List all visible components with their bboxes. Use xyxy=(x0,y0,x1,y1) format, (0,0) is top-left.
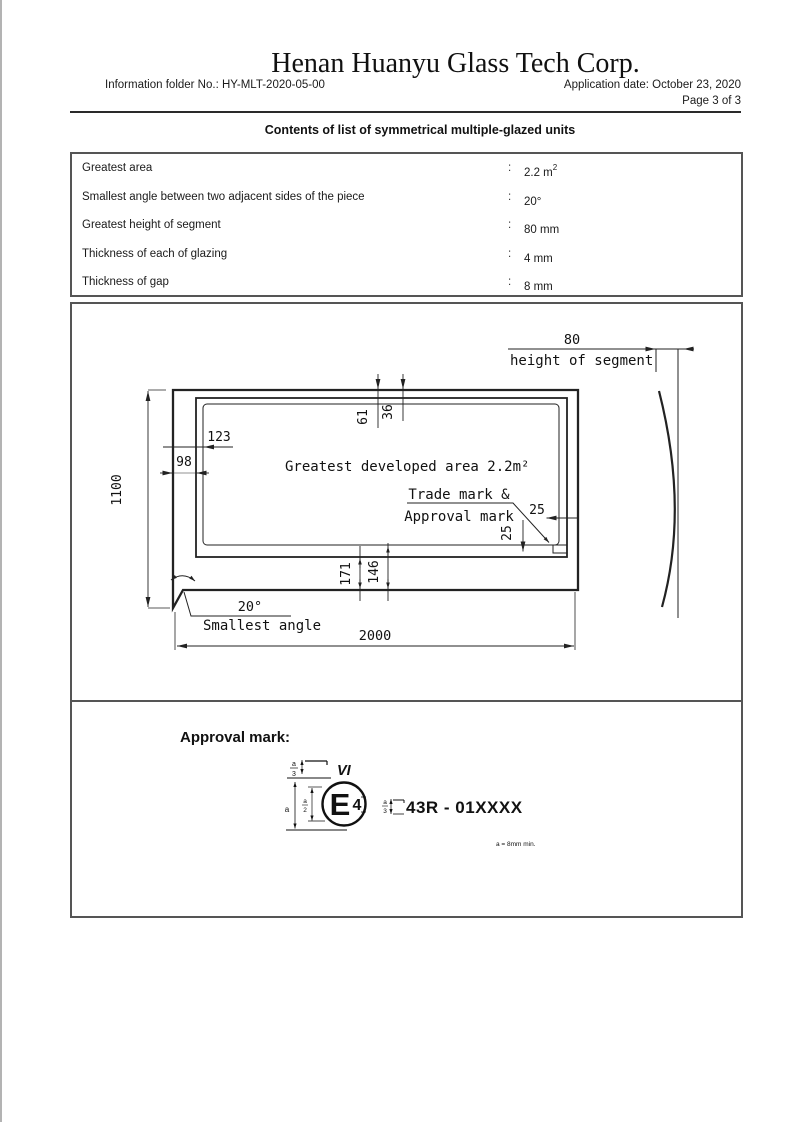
dim-171-label: 171 xyxy=(339,562,354,586)
a2-num: a xyxy=(303,798,307,805)
section-divider xyxy=(72,700,741,702)
row-colon: : xyxy=(508,219,512,231)
row-label: Thickness of gap xyxy=(82,276,169,288)
row-colon: : xyxy=(508,276,512,288)
dimension-1100 xyxy=(148,390,170,608)
spec-table xyxy=(70,152,743,297)
row-label: Greatest height of segment xyxy=(82,219,221,231)
page-number: Page 3 of 3 xyxy=(682,95,741,107)
a2-den: 2 xyxy=(303,807,307,814)
developed-area-label: Greatest developed area 2.2m² xyxy=(285,459,530,475)
a3-right-den: 3 xyxy=(383,808,387,815)
smallest-angle-callout xyxy=(171,576,291,616)
row-colon: : xyxy=(508,190,512,203)
trademark-box xyxy=(553,545,567,553)
a-dim-label: a xyxy=(284,805,290,814)
a3-top-den: 3 xyxy=(292,771,296,778)
row-value: 2.2 $m^2$ xyxy=(524,163,558,179)
angle-name-label: Smallest angle xyxy=(203,618,322,634)
row-label: Thickness of each of glazing xyxy=(82,247,228,260)
row-value: 80 mm xyxy=(524,223,560,236)
dim-61-label: 61 xyxy=(356,409,371,425)
table-row xyxy=(72,212,741,239)
row-colon: : xyxy=(508,247,512,260)
section-title: Contents of list of symmetrical multiple-glazed units xyxy=(264,123,576,137)
dim-98-label: 98 xyxy=(176,455,192,470)
glazing-drawing xyxy=(70,302,745,700)
trademark-label-1: Trade mark & xyxy=(408,487,510,503)
glazing-class-label: VI xyxy=(337,763,351,779)
approval-code: 43R - 01XXXX xyxy=(406,798,523,817)
application-date: Application date: October 23, 2020 xyxy=(563,79,741,91)
dim-80-label: 80 xyxy=(563,332,581,348)
table-row xyxy=(72,241,741,268)
row-value: 4 mm xyxy=(524,252,553,265)
dim-25h-label: 25 xyxy=(529,503,545,518)
info-folder-no: Information folder No.: HY-MLT-2020-05-00 xyxy=(105,79,325,91)
company-title: Henan Huanyu Glass Tech Corp. xyxy=(271,48,640,79)
table-row xyxy=(72,269,741,296)
segment-arc xyxy=(659,391,675,607)
segment-label: height of segment xyxy=(510,353,654,369)
min-size-note: a = 8mm min. xyxy=(496,841,536,848)
row-label: Greatest area xyxy=(82,162,153,174)
approval-mark-diagram xyxy=(270,745,560,860)
header-rule xyxy=(70,111,741,113)
trademark-label-2: Approval mark xyxy=(404,509,514,525)
angle-value-label: 20° xyxy=(237,599,263,615)
a3-top-num: a xyxy=(292,761,296,768)
scan-edge-line xyxy=(0,0,2,1122)
dim-146-label: 146 xyxy=(367,560,382,584)
row-label: Smallest angle between two adjacent sides of the piece xyxy=(82,190,365,203)
row-value: 20° xyxy=(524,195,542,208)
row-colon: : xyxy=(508,162,512,174)
dim-2000-label: 2000 xyxy=(358,628,392,644)
row-value: 8 mm xyxy=(524,280,553,293)
dim-36-label: 36 xyxy=(381,404,396,420)
dim-25v-label: 25 xyxy=(500,525,515,541)
dim-123-label: 123 xyxy=(207,430,231,445)
a3-right-num: a xyxy=(383,799,387,806)
table-row xyxy=(72,155,741,182)
e-mark-letter: E xyxy=(329,787,351,822)
approval-heading: Approval mark: xyxy=(180,729,291,746)
dim-1100-label: 1100 xyxy=(110,474,125,506)
table-row xyxy=(72,184,741,211)
e-mark-number: 4 xyxy=(352,797,362,814)
